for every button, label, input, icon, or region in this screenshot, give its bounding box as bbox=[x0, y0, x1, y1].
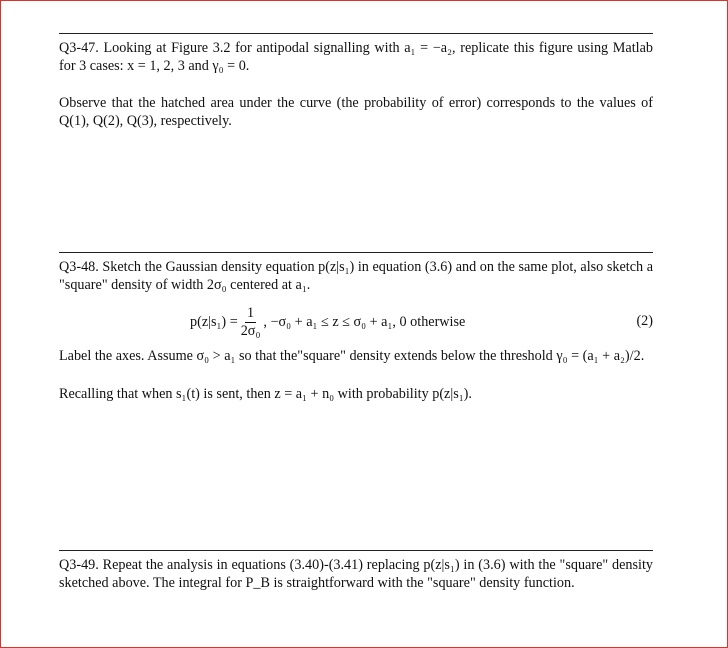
equation-fraction bbox=[241, 306, 261, 339]
q47-statement: Q3-47. Looking at Figure 3.2 for antipodal signalling with a₁ = −a₂, replicate this figure using Matlab for 3 cases: x = 1, 2, 3 and γ₀ = 0. bbox=[59, 40, 653, 74]
fraction-numerator: 1 bbox=[247, 304, 255, 321]
q48-recall: Recalling that when s₁(t) is sent, then z = a₁ + n₀ with probability p(z|s₁). bbox=[59, 385, 472, 402]
question-3-49 bbox=[59, 550, 653, 592]
q49-statement: Q3-49. Repeat the analysis in equations (3.40)-(3.41) replacing p(z|s₁) in (3.6) with the "square" density sketched above. The integral for P_B is straightforward with the "square" density function. bbox=[59, 557, 653, 591]
equation-number: (2) bbox=[636, 313, 653, 329]
q48-axes-note: Label the axes. Assume σ₀ > a₁ so that the"square" density extends below the threshold γ₀ = (a₁ + a₂)/2. bbox=[59, 348, 645, 364]
equation-lhs: p(z|s₁) = bbox=[190, 313, 238, 330]
q48-statement: Q3-48. Sketch the Gaussian density equation p(z|s₁) in equation (3.6) and on the same plot, also sketch a "square" density of width 2σ₀ centered at a₁. bbox=[59, 259, 653, 293]
q47-observation: Observe that the hatched area under the curve (the probability of error) corresponds to the values of Q(1), Q(2), Q(3), respectively. bbox=[59, 95, 653, 129]
equation-2 bbox=[59, 302, 653, 342]
question-3-47 bbox=[59, 33, 653, 130]
equation-rhs: , −σ₀ + a₁ ≤ z ≤ σ₀ + a₁, 0 otherwise bbox=[263, 313, 466, 330]
fraction-denominator: 2σ₀ bbox=[240, 322, 261, 339]
question-3-48 bbox=[59, 252, 653, 403]
